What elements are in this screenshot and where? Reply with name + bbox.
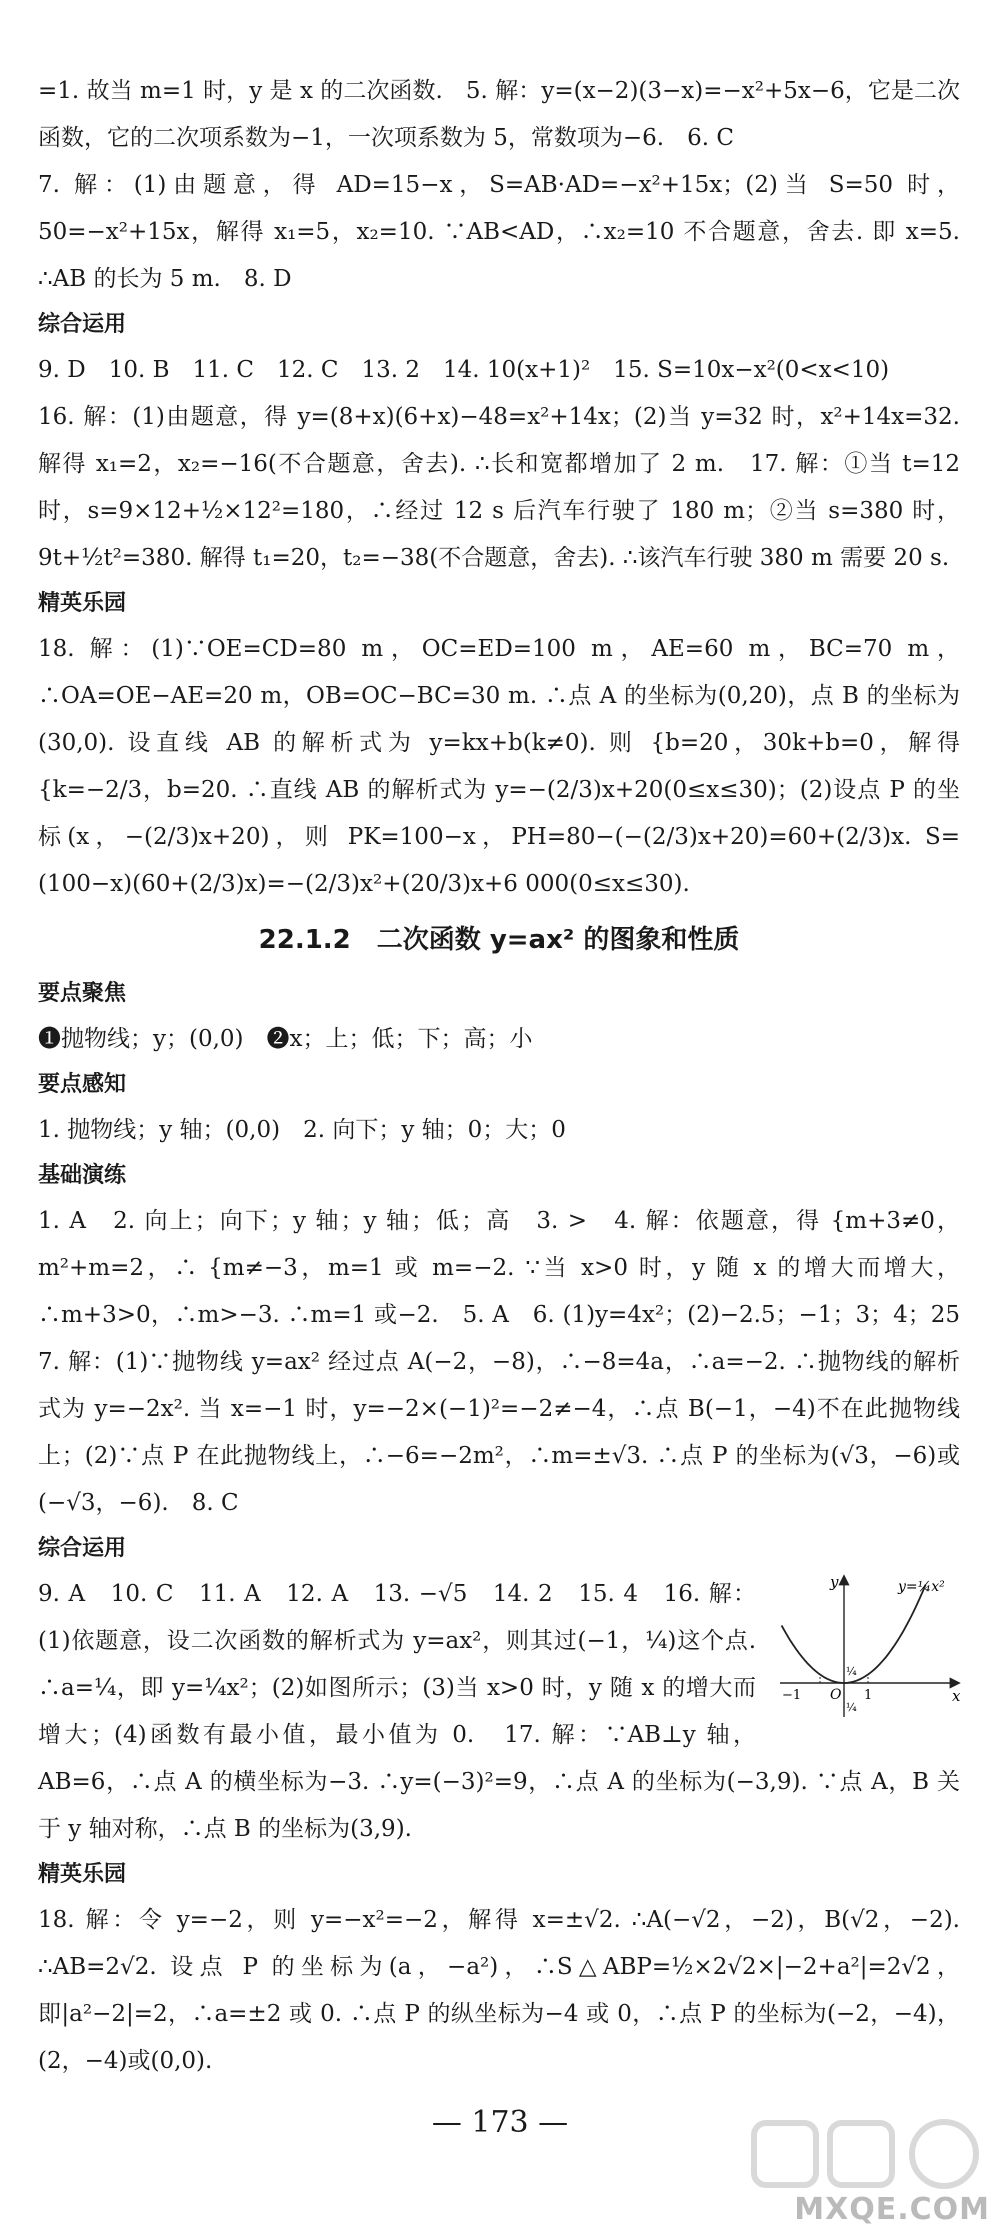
- heading-comprehensive-1: 综合运用: [38, 312, 127, 337]
- graph-tick-y-pos-label: ¼: [846, 1665, 857, 1678]
- heading-key-perception: 要点感知: [38, 1072, 127, 1097]
- graph-tick-y-neg-label: ¼: [846, 1701, 857, 1714]
- heading-comprehensive-2: 综合运用: [38, 1536, 127, 1561]
- page-number: — 173 —: [431, 2105, 569, 2140]
- graph-x-label: x: [952, 1687, 961, 1705]
- paragraph-18-a: 18. 解：(1)∵OE=CD=80 m，OC=ED=100 m，AE=60 m，BC=70 m，∴OA=OE−AE=20 m，OB=OC−BC=30 m. ∴点 A 的坐标为(0,20)，点 B 的坐标为(30,0). 设直线 AB 的解析式为 y=kx+b(k≠0). 则 {b=20，30k+b=0，解得 {k=−2/3，b=20. ∴直线 AB 的解析式为 y=−(2/3)x+20(0≤x≤30)；(2)设点 P 的坐标(x，−(2/3)x+20)，则 PK=100−x，PH=80−(−(2/3)x+20)=60+(2/3)x. S=(100−x)(60+(2/3)x)=−(2/3)x²+(20/3)x+6 000(0≤x≤30).: [38, 636, 960, 897]
- graph-origin-label: O: [830, 1687, 842, 1703]
- paragraph-p2: 7. 解：(1)由题意，得 AD=15−x，S=AB·AD=−x²+15x；(2)当 S=50 时，50=−x²+15x，解得 x₁=5，x₂=10. ∵AB<AD，∴x₂=10 不合题意，舍去. 即 x=5. ∴AB 的长为 5 m. 8. D: [38, 172, 960, 292]
- paragraph-key-perception: 1. 抛物线；y 轴；(0,0) 2. 向下；y 轴；0；大；0: [38, 1117, 566, 1143]
- paragraph-answers-9-15: 9. D 10. B 11. C 12. C 13. 2 14. 10(x+1)² 15. S=10x−x²(0<x<10): [38, 357, 890, 383]
- paragraph-key-focus: ❶抛物线；y；(0,0) ❷x；上；低；下；高；小: [38, 1026, 533, 1052]
- watermark-text: MXQE.COM: [794, 2192, 990, 2227]
- heading-key-focus: 要点聚焦: [38, 981, 127, 1006]
- paragraph-16-graph: 9. A 10. C 11. A 12. A 13. −√5 14. 2 15. 4 16. 解：(1)依题意，设二次函数的解析式为 y=ax²，则其过(−1，¼)这个点. ∴a=¼，即 y=¼x²；(2)如图所示；(3)当 x>0 时，y 随 x 的增大而增大；(4)函数有最小值，最小值为 0. 17. 解：∵AB⊥y 轴，AB=6，∴点 A 的横坐标为−3. ∴y=(−3)²=9，∴点 A 的坐标为(−3,9). ∵点 A，B 关于 y 轴对称，∴点 B 的坐标为(3,9).: [38, 1581, 960, 1842]
- section-title: 22.1.2 二次函数 y=ax² 的图象和性质: [258, 925, 740, 955]
- graph-y-label: y: [830, 1573, 839, 1591]
- heading-elite-2: 精英乐园: [38, 1862, 127, 1887]
- paragraph-p1: =1. 故当 m=1 时，y 是 x 的二次函数. 5. 解：y=(x−2)(3−x)=−x²+5x−6，它是二次函数，它的二次项系数为−1，一次项系数为 5，常数项为−6. 6. C: [38, 78, 960, 151]
- graph-curve-label: y=¼x²: [898, 1579, 945, 1595]
- paragraph-basic-practice: 1. A 2. 向上；向下；y 轴；y 轴；低；高 3. > 4. 解：依题意，得 {m+3≠0，m²+m=2，∴ {m≠−3，m=1 或 m=−2. ∵当 x>0 时，y 随 x 的增大而增大，∴m+3>0，∴m>−3. ∴m=1 或−2. 5. A 6. (1)y=4x²；(2)−2.5；−1；3；4；25 7. 解：(1)∵抛物线 y=ax² 经过点 A(−2，−8)，∴−8=4a，∴a=−2. ∴抛物线的解析式为 y=−2x². 当 x=−1 时，y=−2×(−1)²=−2≠−4，∴点 B(−1，−4)不在此抛物线上；(2)∵点 P 在此抛物线上，∴−6=−2m²，∴m=±√3. ∴点 P 的坐标为(√3，−6)或(−√3，−6). 8. C: [38, 1208, 983, 1516]
- graph-tick-neg-label: −1: [782, 1688, 802, 1703]
- content-flow: [38, 68, 983, 2085]
- paragraph-with-graph: [38, 1571, 960, 1853]
- paragraph-18-b: 18. 解：令 y=−2，则 y=−x²=−2，解得 x=±√2. ∴A(−√2，−2)，B(√2，−2). ∴AB=2√2. 设点 P 的坐标为(a，−a²)，∴S△ABP=½×2√2×|−2+a²|=2√2，即|a²−2|=2，∴a=±2 或 0. ∴点 P 的纵坐标为−4 或 0，∴点 P 的坐标为(−2，−4)，(2，−4)或(0,0).: [38, 1907, 960, 2074]
- graph-tick-pos-label: 1: [864, 1688, 873, 1703]
- paragraph-16-17: 16. 解：(1)由题意，得 y=(8+x)(6+x)−48=x²+14x；(2)当 y=32 时，x²+14x=32. 解得 x₁=2，x₂=−16(不合题意，舍去). ∴长和宽都增加了 2 m. 17. 解：①当 t=12 时，s=9×12+½×12²=180，∴经过 12 s 后汽车行驶了 180 m；②当 s=380 时，9t+½t²=380. 解得 t₁=20，t₂=−38(不合题意，舍去). ∴该汽车行驶 380 m 需要 20 s.: [38, 404, 960, 571]
- parabola-graph: [766, 1571, 966, 1723]
- heading-basic-practice: 基础演练: [38, 1163, 127, 1188]
- heading-elite-1: 精英乐园: [38, 591, 127, 616]
